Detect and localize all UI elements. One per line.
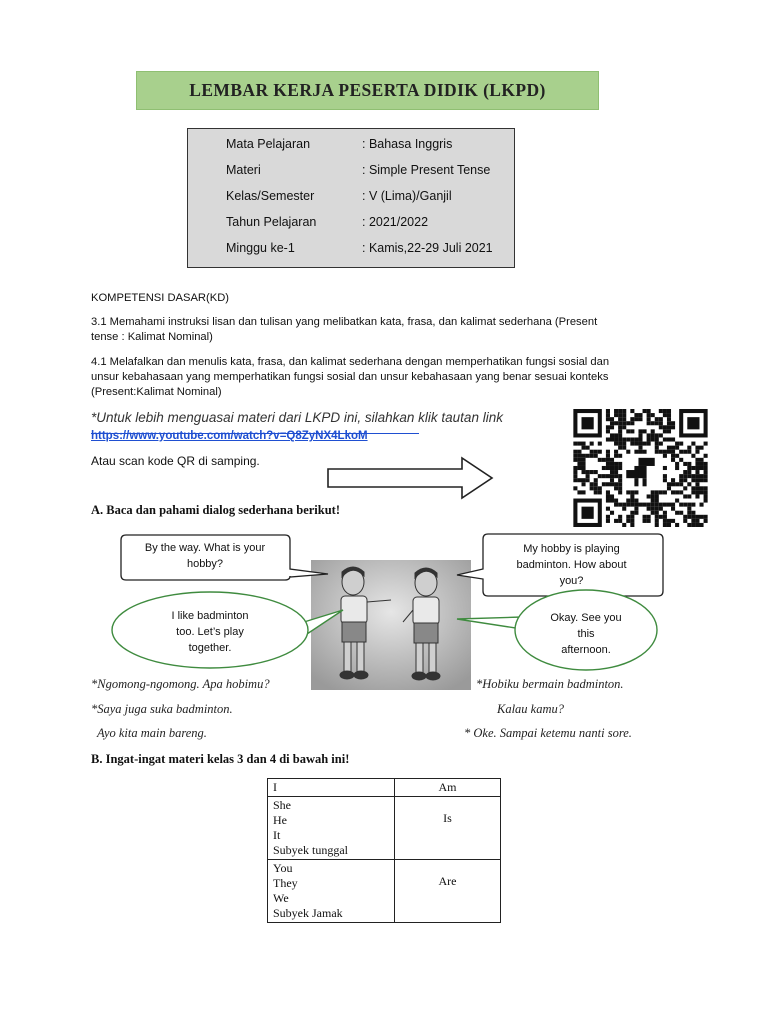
speech-bubble-3 bbox=[140, 608, 280, 656]
info-label: Kelas/Semester bbox=[226, 189, 315, 203]
subject-item: Subyek Jamak bbox=[273, 906, 343, 920]
info-label: Minggu ke-1 bbox=[226, 241, 295, 255]
to-be-table bbox=[267, 778, 501, 923]
translation-caption: *Ngomong-ngomong. Apa hobimu? bbox=[91, 677, 270, 691]
speech-bubble-4 bbox=[530, 610, 642, 658]
kd-3-1-line: tense : Kalimat Nominal) bbox=[91, 331, 213, 343]
bubble-line: Okay. See you bbox=[550, 612, 622, 624]
subject-item: We bbox=[273, 891, 289, 905]
subject-item: She bbox=[273, 798, 291, 812]
bubble-line: badminton. How about bbox=[516, 559, 627, 571]
link-note: *Untuk lebih menguasai materi dari LKPD ini, silahkan klik tautan link bbox=[91, 410, 503, 425]
kd-3-1-line: 3.1 Memahami instruksi lisan dan tulisan yang melibatkan kata, frasa, dan kalimat sederhana (Present bbox=[91, 316, 598, 328]
kd-4-1-line: 4.1 Melafalkan dan menulis kata, frasa, dan kalimat sederhana dengan memperhatikan fungsi sosial dan bbox=[91, 356, 610, 368]
translation-caption: * Oke. Sampai ketemu nanti sore. bbox=[464, 726, 632, 740]
info-label: Materi bbox=[226, 163, 261, 177]
table-row bbox=[268, 797, 501, 860]
verb-cell: Am bbox=[395, 779, 501, 797]
subject-info-box bbox=[187, 128, 515, 268]
kd-3-1 bbox=[91, 315, 691, 345]
translation-caption: *Hobiku bermain badminton. bbox=[476, 677, 624, 691]
table-row bbox=[268, 779, 501, 797]
bubble-line: I like badminton bbox=[171, 610, 249, 622]
bubble-line: hobby? bbox=[186, 558, 224, 570]
right-arrow-icon bbox=[326, 456, 494, 500]
title-banner bbox=[136, 71, 599, 110]
qr-instruction: Atau scan kode QR di samping. bbox=[91, 454, 260, 468]
subject-item: I bbox=[273, 780, 277, 794]
subject-item: He bbox=[273, 813, 287, 827]
info-value: : V (Lima)/Ganjil bbox=[362, 189, 452, 203]
section-b-title: B. Ingat-ingat materi kelas 3 dan 4 di bawah ini! bbox=[91, 752, 350, 766]
kd-4-1-line: (Present:Kalimat Nominal) bbox=[91, 386, 222, 398]
kd-4-1 bbox=[91, 355, 691, 400]
bubble-line: too. Let’s play bbox=[176, 626, 244, 638]
qr-code-icon[interactable] bbox=[573, 409, 708, 527]
speech-bubble-2 bbox=[484, 541, 659, 589]
subject-cell bbox=[268, 860, 395, 923]
subject-item: You bbox=[273, 861, 293, 875]
subject-cell bbox=[268, 779, 395, 797]
info-label: Mata Pelajaran bbox=[226, 137, 311, 151]
translation-caption: Ayo kita main bareng. bbox=[97, 726, 207, 740]
subject-item: It bbox=[273, 828, 281, 842]
page-title: LEMBAR KERJA PESERTA DIDIK (LKPD) bbox=[189, 80, 546, 100]
bubble-line: By the way. What is your bbox=[144, 542, 266, 554]
bubble-line: this bbox=[577, 628, 595, 640]
bubble-line: together. bbox=[188, 642, 232, 654]
verb-cell: Is bbox=[395, 797, 501, 860]
info-value: : 2021/2022 bbox=[362, 215, 429, 229]
info-value: : Simple Present Tense bbox=[362, 163, 491, 177]
translation-caption: *Saya juga suka badminton. bbox=[91, 702, 233, 716]
info-value: : Kamis,22-29 Juli 2021 bbox=[362, 241, 493, 255]
bubble-line: you? bbox=[559, 575, 584, 587]
link-underline bbox=[91, 433, 419, 434]
translation-caption: Kalau kamu? bbox=[497, 702, 565, 716]
speech-bubble-1 bbox=[121, 540, 289, 572]
subject-item: Subyek tunggal bbox=[273, 843, 348, 857]
subject-item: They bbox=[273, 876, 298, 890]
kd-4-1-line: unsur kebahasaan yang memperhatikan fungsi sosial dan unsur kebahasaan yang benar sesuai konteks bbox=[91, 371, 609, 383]
section-a-title: A. Baca dan pahami dialog sederhana berikut! bbox=[91, 503, 340, 517]
table-row bbox=[268, 860, 501, 923]
bubble-line: My hobby is playing bbox=[523, 543, 620, 555]
info-value: : Bahasa Inggris bbox=[362, 137, 453, 151]
youtube-link[interactable]: https://www.youtube.com/watch?v=Q8ZyNX4LkoM bbox=[91, 430, 368, 442]
bubble-line: afternoon. bbox=[561, 644, 611, 656]
subject-cell bbox=[268, 797, 395, 860]
info-label: Tahun Pelajaran bbox=[226, 215, 317, 229]
kd-heading: KOMPETENSI DASAR(KD) bbox=[91, 292, 229, 304]
verb-cell: Are bbox=[395, 860, 501, 923]
